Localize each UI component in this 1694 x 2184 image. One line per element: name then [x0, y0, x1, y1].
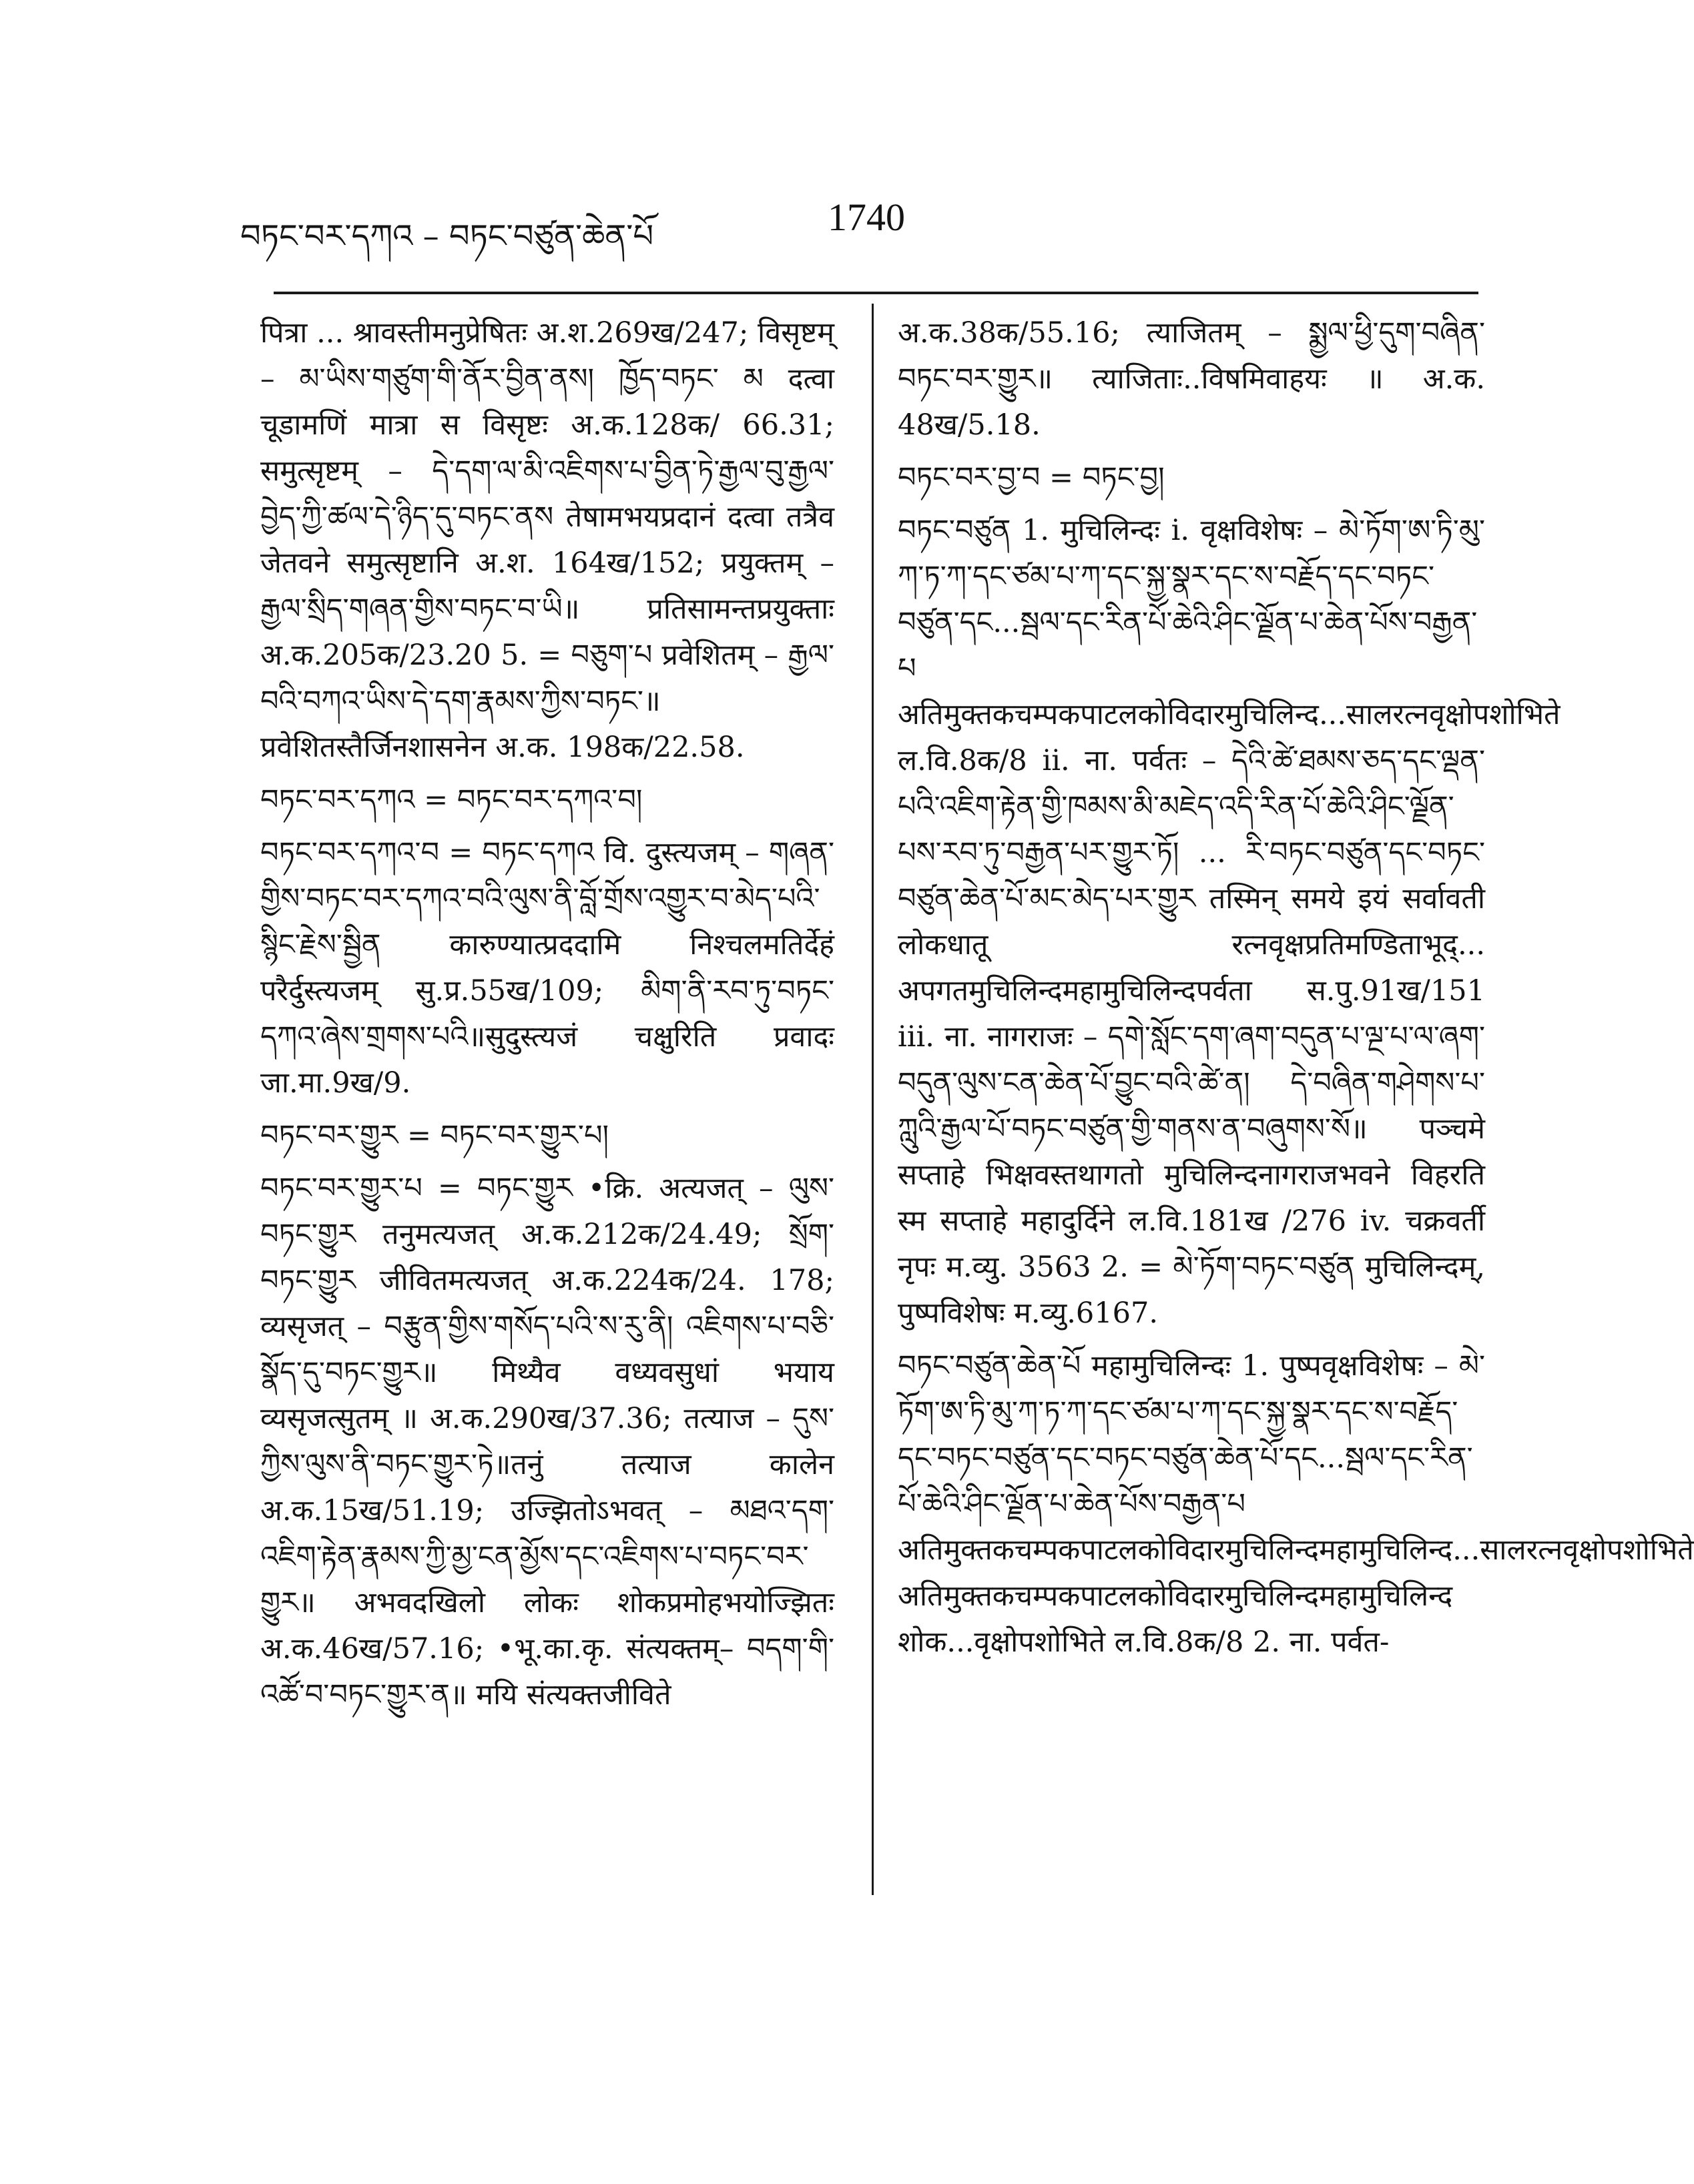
- column-divider: [872, 304, 874, 1895]
- entry: བཏང་བར་དཀའ་བ = བཏང་དཀའ वि. दुस्त्यजम् – གཞན་གྱིས་བཏང་བར་དཀའ་བའི་ལུས་ནི་བློ་གྲོས་འགྱུར་བ་མེད་པའི་སྙིང་རྗེས་སྦྱིན कारुण्यात्प्रददामि निश्चलमतिर्देहं परैर्दुस्त्यजम् सु.प्र.55ख/109; མིག་ནི་རབ་ཏུ་བཏང་དཀའ་ཞེས་གྲགས་པའི॥सुदुस्त्यजं चक्षुरिति प्रवादः जा.मा.9ख/9.: [260, 836, 834, 1100]
- entry-cross-reference: བཏང་བར་དཀའ = བཏང་བར་དཀའ་བ།: [260, 783, 643, 817]
- right-column: [898, 310, 1694, 1666]
- running-head: བཏང་བར་དཀའ – བཏང་བཙུན་ཆེན་པོ: [240, 218, 654, 255]
- entry-continuation: अ.क.38क/55.16; त्याजितम् – སྨྱལ་ཕྱི་དུག་བཞིན་བཏང་བར་གྱུར॥ त्याजिताः..विषमिवाहयः ॥ अ.क. 48ख/5.18.: [898, 316, 1485, 442]
- left-column: [260, 310, 834, 1718]
- entry-cross-reference: བཏང་བར་གྱུར = བཏང་བར་གྱུར་པ།: [260, 1119, 609, 1152]
- entry: བཏང་བཙུན་ཆེན་པོ महामुचिलिन्दः 1. पुष्पवृक्षविशेषः – མེ་ཏོག་ཨ་ཏི་མུ་ཀ་ཏ་ཀ་དང་ཙམ་པ་ཀ་དང་སྐྱ་སྣར་དང་ས་བརྗོད་དང་བཏང་བཙུན་དང་བཏང་བཙུན་ཆེན་པོ་དང...སྦལ་དང་རིན་པོ་ཆེའི་ཤིང་ལྗོན་པ་ཆེན་པོས་བརྒྱན་པ अतिमुक्तकचम्पकपाटलकोविदारमुचिलिन्दमहामुचिलिन्द...सालरत्नवृक्षोपशोभिते अतिमुक्तकचम्पकपाटलकोविदारमुचिलिन्दमहामुचिलिन्द शोक...वृक्षोपशोभिते ल.वि.8क/8 2. ना. पर्वत-: [898, 1349, 1694, 1659]
- page-number: 1740: [828, 196, 905, 239]
- header-rule: [274, 292, 1478, 294]
- entry: བཏང་བཙུན 1. मुचिलिन्दः i. वृक्षविशेषः – མེ་ཏོག་ཨ་ཏི་མུ་ཀ་ཏ་ཀ་དང་ཙམ་པ་ཀ་དང་སྐྱ་སྣར་དང་ས་བརྗོད་དང་བཏང་བཙུན་དང...སྦལ་དང་རིན་པོ་ཆེའི་ཤིང་ལྗོན་པ་ཆེན་པོས་བརྒྱན་པ अतिमुक्तकचम्पकपाटलकोविदारमुचिलिन्द...सालरत्नवृक्षोपशोभिते ल.वि.8क/8 ii. ना. पर्वतः – དེའི་ཚེ་ཐམས་ཅད་དང་ལྡན་པའི་འཇིག་རྟེན་གྱི་ཁམས་མི་མཇེད་འདི་རིན་པོ་ཆེའི་ཤིང་ལྗོན་པས་རབ་ཏུ་བརྒྱན་པར་གྱུར་ཏོ། ... རི་བཏང་བཙུན་དང་བཏང་བཙུན་ཆེན་པོ་མང་མེད་པར་གྱུར तस्मिन् समये इयं सर्वावती लोकधातू रत्नवृक्षप्रतिमण्डिताभूद्... अपगतमुचिलिन्दमहामुचिलिन्दपर्वता स.पु.91ख/151 iii. ना. नागराजः – དགེ་སློང་དག་ཞག་བདུན་པ་ལྔ་པ་ལ་ཞག་བདུན་ལུས་ངན་ཆེན་པོ་བྱུང་བའི་ཚེ་ན། དེ་བཞིན་གཤེགས་པ་ཀླུའི་རྒྱལ་པོ་བཏང་བཙུན་གྱི་གནས་ན་བཞུགས་སོ॥ पञ्चमे सप्ताहे भिक्षवस्तथागतो मुचिलिन्दनागराजभवने विहरति स्म सप्ताहे महादुर्दिने ल.वि.181ख /276 iv. चक्रवर्ती नृपः म.व्यु. 3563 2. = མེ་ཏོག་བཏང་བཙུན मुचिलिन्दम्, पुष्पविशेषः म.व्यु.6167.: [898, 514, 1561, 1330]
- entry-cross-reference: བཏང་བར་བྱ་བ = བཏང་བྱ།: [898, 461, 1165, 494]
- entry: བཏང་བར་གྱུར་པ = བཏང་གྱུར •क्रि. अत्यजत् – ལུས་བཏང་གྱུར तनुमत्यजत् अ.क.212क/24.49; སྲོག་བཏང་གྱུར जीवितमत्यजत् अ.क.224क/24. 178; व्यसृजत् – བརྩུན་གྱིས་གསོད་པའི་ས་རུ་ནི། འཇིགས་པ་བཅི་སྣོད་དུ་བཏང་གྱུར॥ मिथ्यैव वध्यवसुधां भयाय व्यसृजत्सुतम् ॥ अ.क.290ख/37.36; तत्याज – དུས་ཀྱིས་ལུས་ནི་བཏང་གྱུར་ཏེ॥तनुं तत्याज कालेन अ.क.15ख/51.19; उज्झितोऽभवत् – མཐའ་དག་འཇིག་རྟེན་རྣམས་ཀྱི་མྱ་ངན་མྱོས་དང་འཇིགས་པ་བཏང་བར་གྱུར॥ अभवदखिलो लोकः शोकप्रमोहभयोज्झितः अ.क.46ख/57.16; •भू.का.कृ. संत्यक्तम्– བདག་གི་འཚོ་བ་བཏང་གྱུར་ན॥ मयि संत्यक्तजीविते: [260, 1172, 834, 1712]
- entry-continuation: पित्रा ... श्रावस्तीमनुप्रेषितः अ.श.269ख/247; विसृष्टम् – མ་ཡིས་གཙུག་གི་ནོར་བྱིན་ནས། ཁྱོད་བཏང་ མ दत्वा चूडामणिं मात्रा स विसृष्टः अ.क.128क/ 66.31; समुत्सृष्टम् – དེ་དག་ལ་མི་འཇིགས་པ་བྱིན་ཏེ་རྒྱལ་བུ་རྒྱལ་བྱེད་ཀྱི་ཚལ་དེ་ཉིད་དུ་བཏང་ནས तेषामभयप्रदानं दत्वा तत्रैव जेतवने समुत्सृष्टानि अ.श. 164ख/152; प्रयुक्तम् – རྒྱལ་སྲིད་གཞན་གྱིས་བཏང་བ་ཡི॥ प्रतिसामन्तप्रयुक्ताः अ.क.205क/23.20 5. = བཅུག་པ प्रवेशितम् – རྒྱལ་བའི་བཀའ་ཡིས་དེ་དག་རྣམས་ཀྱིས་བཏང་॥ प्रवेशितस्तैर्जिनशासनेन अ.क. 198क/22.58.: [260, 316, 834, 764]
